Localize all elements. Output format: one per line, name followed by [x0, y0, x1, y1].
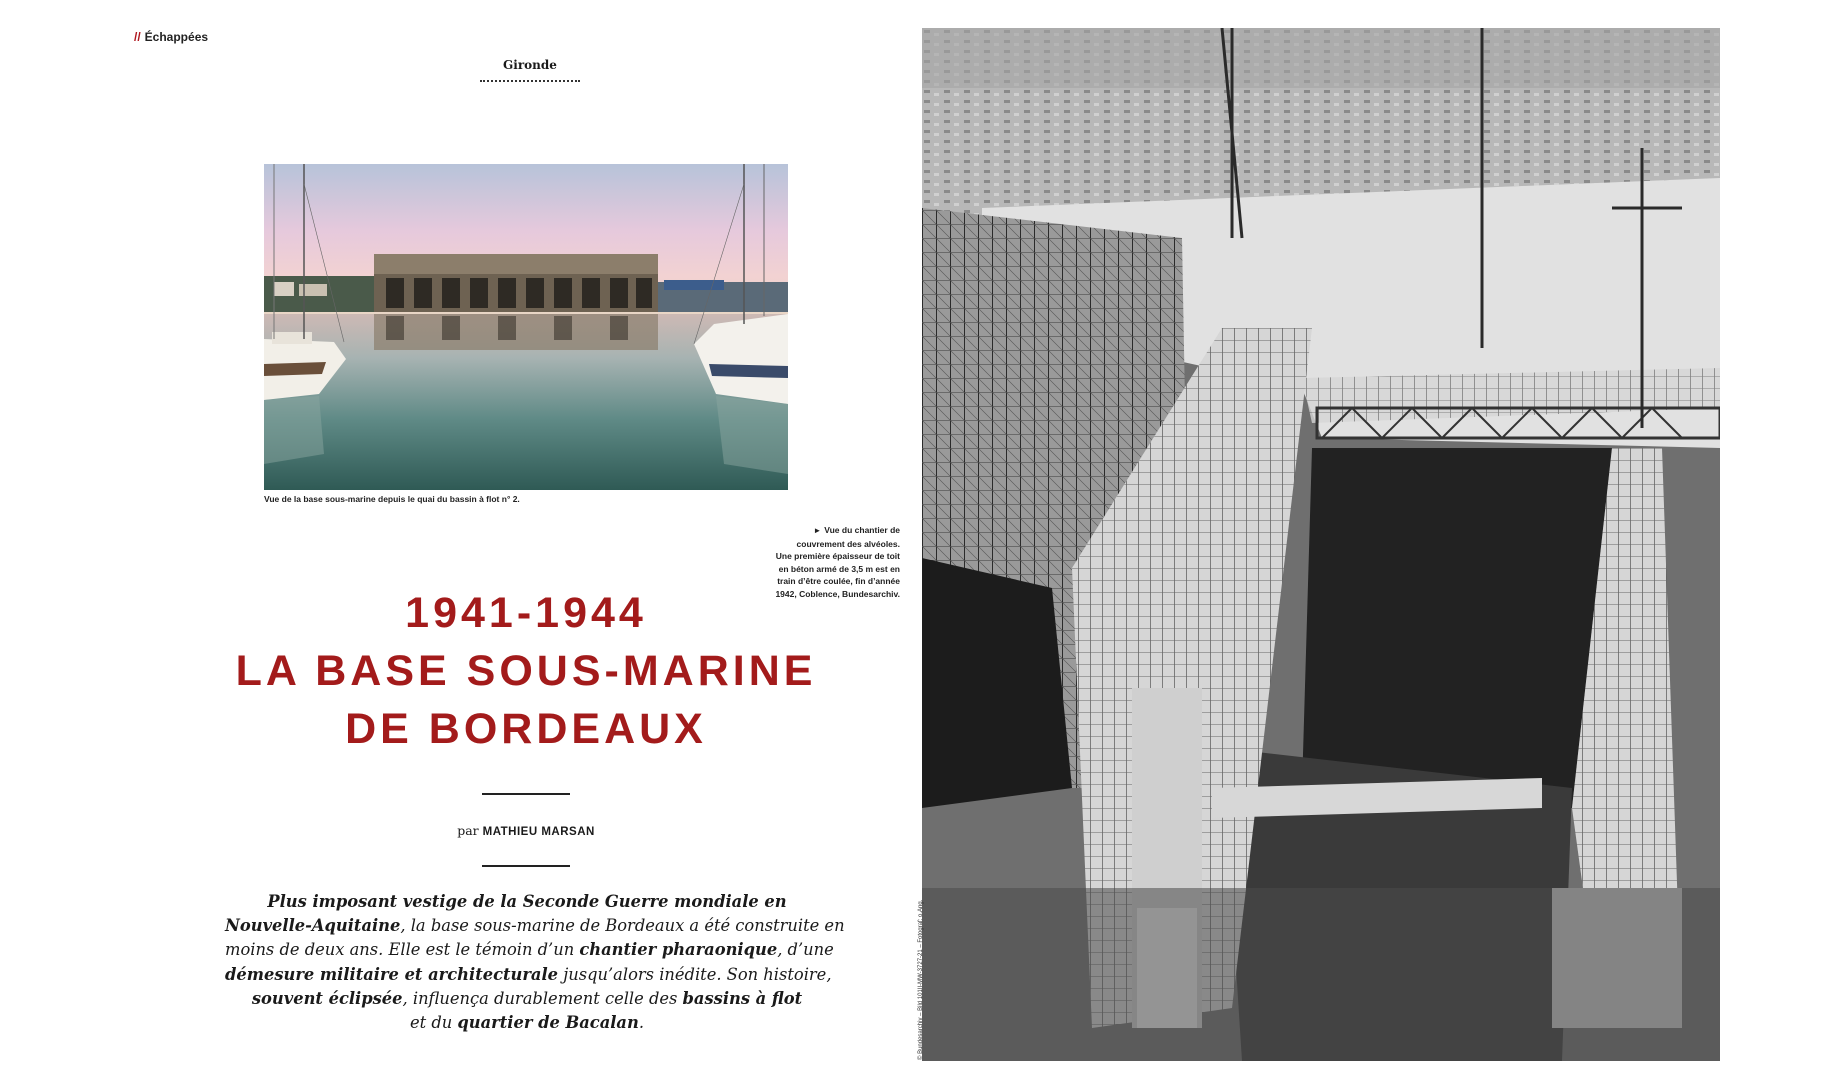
lede-text: moins de deux ans. Elle est le témoin d’un [225, 940, 580, 960]
lede-bold: Nouvelle-Aquitaine [225, 916, 401, 936]
lede-bold: démesure militaire et architecturale [225, 964, 559, 984]
caption-line: 1942, Coblence, Bundesarchiv. [775, 588, 900, 599]
lede-bold: souvent éclipsée [251, 988, 403, 1008]
lede-text: , la base sous-marine de Bordeaux a été construite en [400, 916, 845, 936]
section-name: Échappées [144, 30, 209, 44]
section-slashes: // [134, 30, 141, 44]
caption-line: Une première épaisseur de toit [775, 551, 900, 561]
caption-arrow-icon: ► [813, 526, 822, 535]
title-line: DE BORDEAUX [345, 705, 707, 753]
lede-bold: bassins à flot [682, 988, 803, 1008]
author-name: MATHIEU MARSAN [482, 826, 595, 838]
byline-divider [482, 865, 570, 867]
lede-text: et du [409, 1013, 458, 1033]
article-title [150, 584, 902, 758]
lede-bold: chantier pharaonique [579, 940, 778, 960]
lede-bold: quartier de Bacalan [457, 1013, 639, 1033]
lede-text: , influença durablement celle des [402, 988, 683, 1008]
caption-line: en béton armé de 3,5 m est en [778, 563, 900, 574]
region-label: Gironde [503, 58, 557, 72]
lede-text: , d’une [777, 940, 834, 960]
title-divider [482, 793, 570, 795]
caption-line: Vue du chantier de [824, 525, 900, 535]
section-tag [134, 30, 208, 44]
caption-line: couvrement des alvéoles. [796, 538, 900, 549]
lede-bold: Plus imposant vestige de la Seconde Guerre mondiale en [267, 892, 787, 911]
lede-text: . [638, 1013, 645, 1033]
title-line: LA BASE SOUS-MARINE [235, 647, 817, 695]
photo-credit [912, 899, 936, 1060]
byline [380, 823, 672, 838]
region-dotted-rule [480, 80, 580, 82]
title-line: 1941-1944 [405, 589, 647, 637]
byline-prefix: par [457, 823, 479, 838]
photo-top-caption: Vue de la base sous-marine depuis le quai du bassin à flot n° 2. [264, 494, 520, 504]
submarine-base-harbour-photo [264, 164, 788, 490]
caption-line: train d’être coulée, fin d’année [777, 576, 900, 586]
construction-site-photo [922, 28, 1720, 1061]
lede-text: jusqu’alors inédite. Son histoire, [558, 964, 832, 984]
article-lede [225, 890, 845, 1035]
photo-credit-text: © Bundesarchiv – Bild 101II-MW-3727-21 – Fotograf: o.Ang. [918, 899, 924, 1060]
